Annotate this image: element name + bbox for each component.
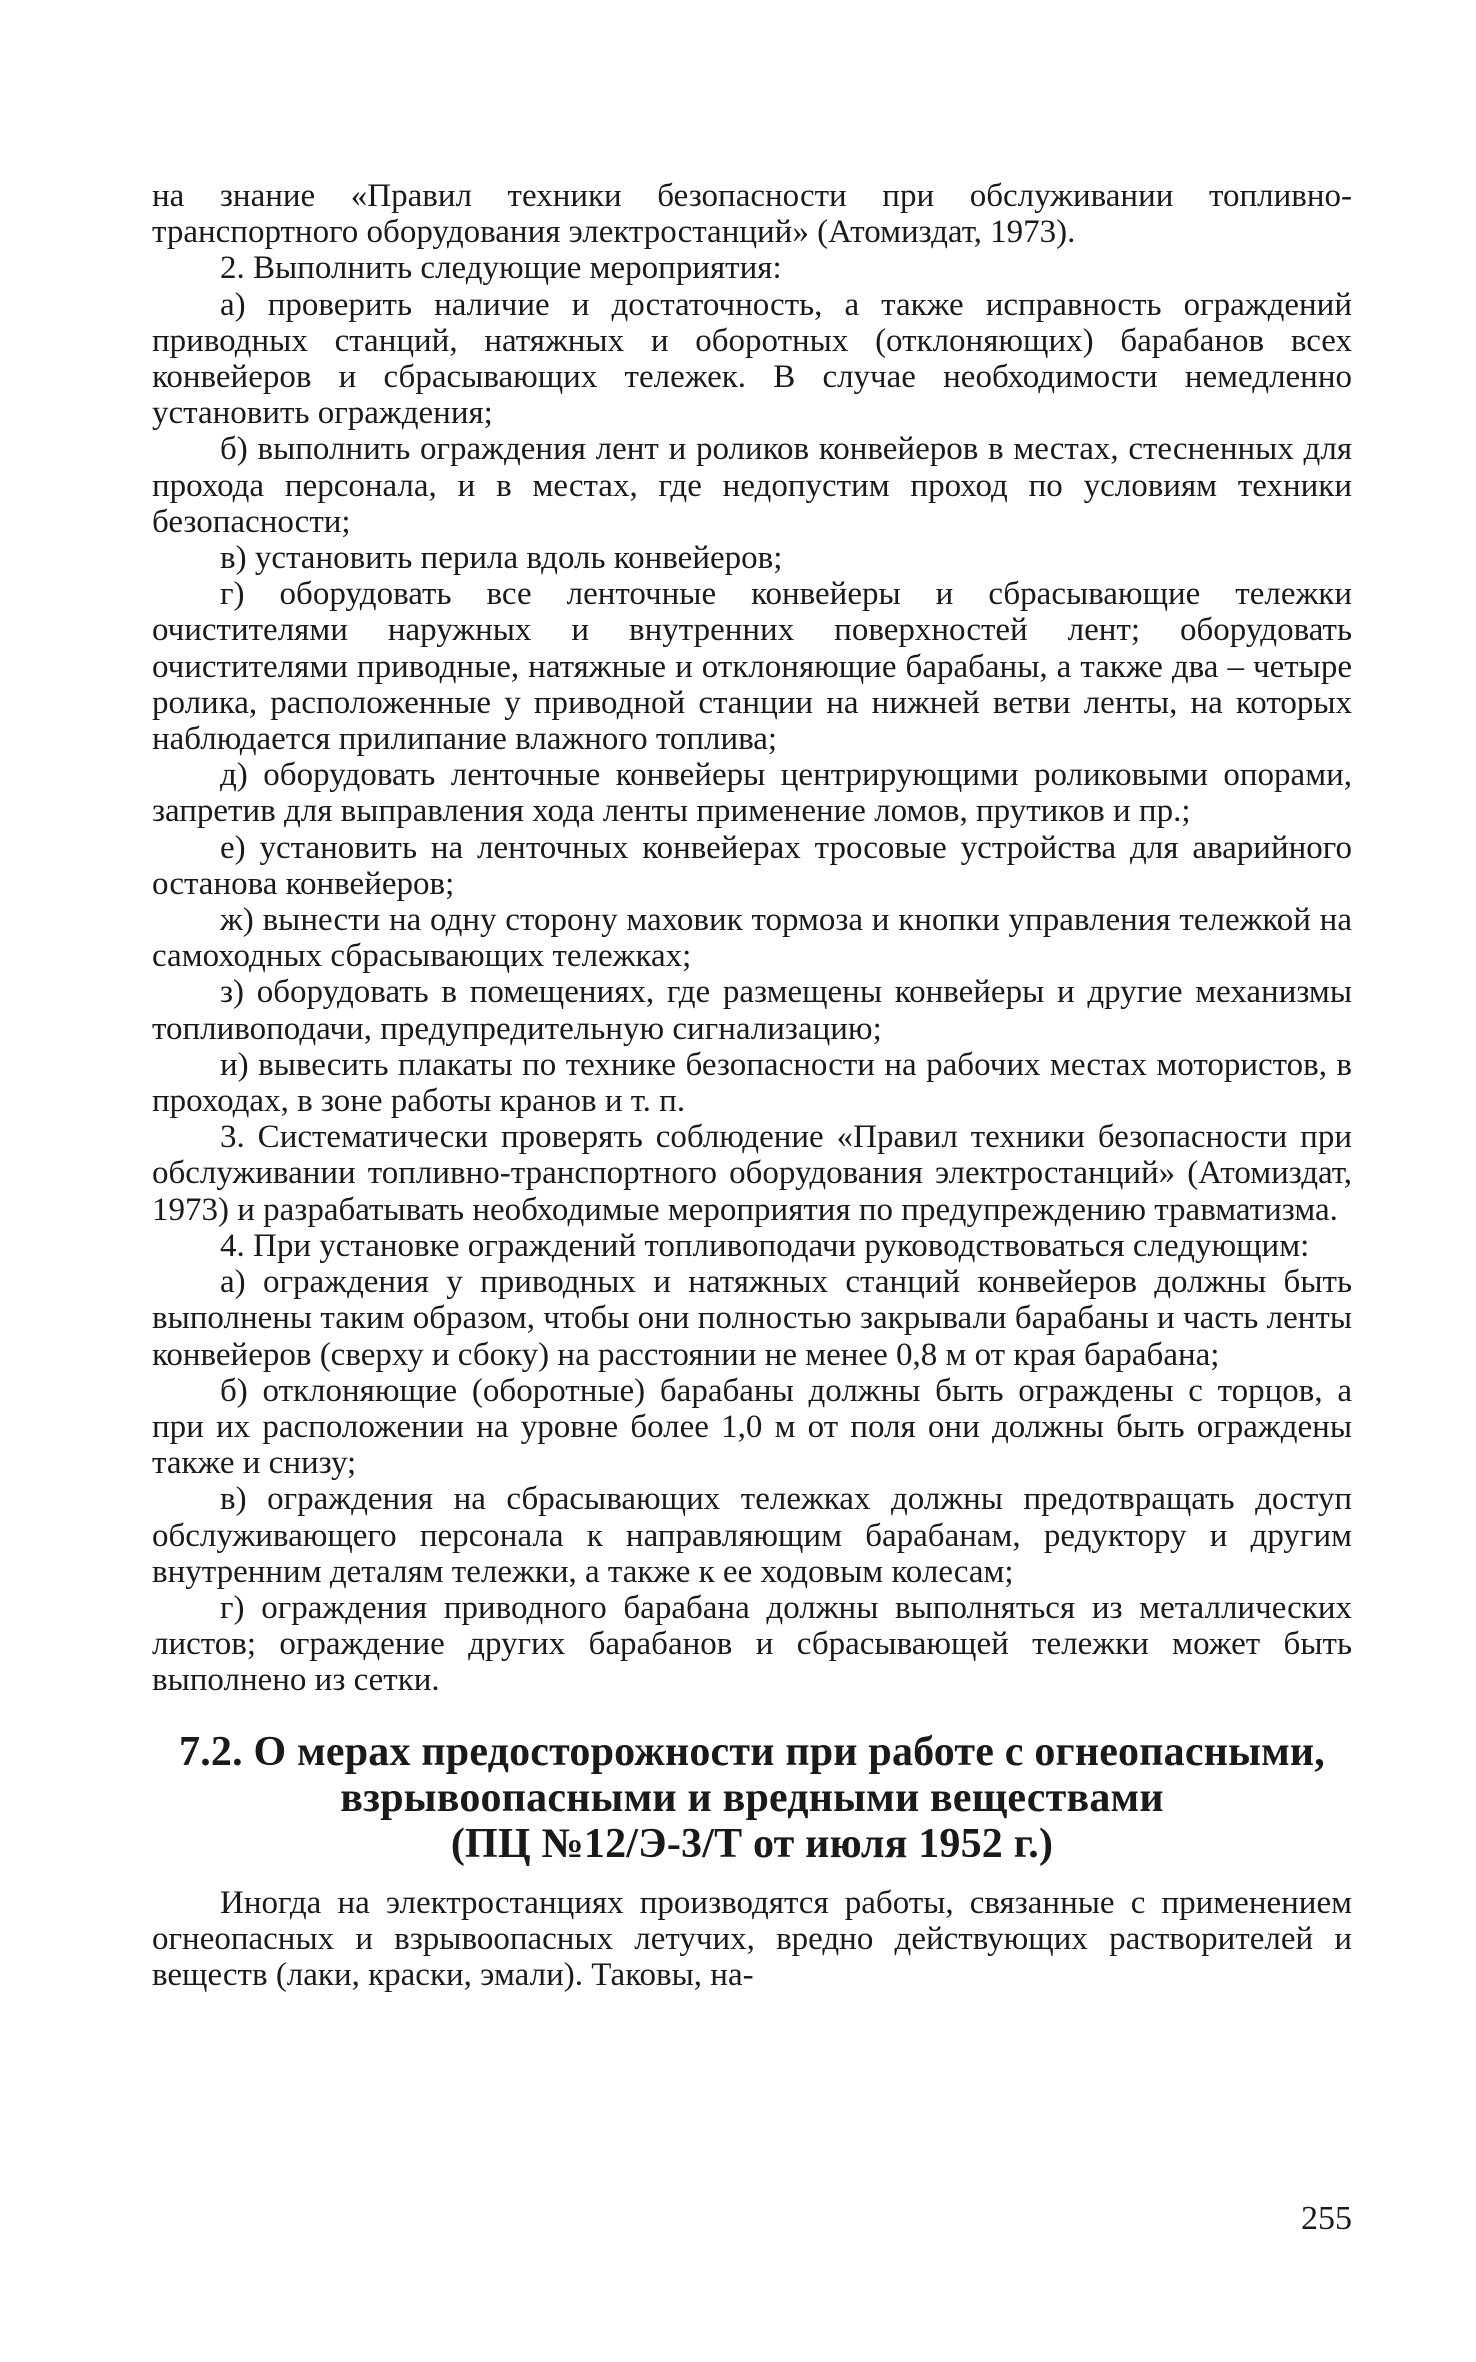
page-body [152,178,1352,1993]
paragraph-item-4: 4. При установке ограждений топливоподачи руководствоваться следующим: [220,1227,1310,1264]
paragraph-item-4a: а) ограждения у приводных и натяжных станций конвейеров должны быть выполнены таким образом, чтобы они полностью закрывали барабаны и часть ленты конвейеров (сверху и сбоку) на расстоянии не менее 0,8 м от края барабана; [152,1264,1352,1373]
paragraph-item-2z: з) оборудовать в помещениях, где размещены конвейеры и другие механизмы топливоподачи, предупредительную сигнализацию; [152,974,1352,1047]
paragraph-item-4v: в) ограждения на сбрасывающих тележках должны предотвращать доступ обслуживающего персонала к направляющим барабанам, редуктору и другим внутренним деталям тележки, а также к ее ходовым колесам; [152,1481,1352,1590]
paragraph-item-4b: б) отклоняющие (оборотные) барабаны должны быть ограждены с торцов, а при их расположении на уровне более 1,0 м от поля они должны быть ограждены также и снизу; [152,1372,1352,1482]
paragraph-item-2: 2. Выполнить следующие мероприятия: [220,250,782,287]
section-intro-paragraph: Иногда на электростанциях производятся работы, связанные с применением огнеопасных и взрывоопасных летучих, вредно действующих растворителей и веществ (лаки, краски, эмали). Таковы, на- [152,1884,1352,1993]
paragraph-item-2e: е) установить на ленточных конвейерах тросовые устройства для аварийного останова конвейеров; [152,829,1352,902]
section-heading-line-1: 7.2. О мерах предосторожности при работе с огнеопасными, [179,1728,1325,1775]
paragraph-item-2a: а) проверить наличие и достаточность, а также исправность ограждений приводных станций, натяжных и оборотных (отклоняющих) барабанов всех конвейеров и сбрасывающих тележек. В случае необходимости немедленно установить ограждения; [152,286,1352,432]
paragraph-item-2d: д) оборудовать ленточные конвейеры центрирующими роликовыми опорами, запретив для выправления хода ленты применение ломов, прутиков и пр.; [152,757,1352,830]
paragraph-item-3: 3. Систематически проверять соблюдение «Правил техники безопасности при обслуживании топливно-транспортного оборудования электростанций» (Атомиздат, 1973) и разрабатывать необходимые мероприятия по предупреждению травматизма. [152,1119,1352,1228]
page-number: 255 [1301,2200,1352,2237]
section-heading-line-3: (ПЦ №12/Э-3/Т от июля 1952 г.) [450,1820,1054,1867]
paragraph-item-2i: и) вывесить плакаты по технике безопасности на рабочих местах мотористов, в проходах, в зоне работы кранов и т. п. [152,1046,1352,1120]
paragraph-item-2g: г) оборудовать все ленточные конвейеры и сбрасывающие тележки очистителями наружных и внутренних поверхностей лент; оборудовать очистителями приводные, натяжные и отклоняющие барабаны, а также два – четыре ролика, расположенные у приводной станции на нижней ветви ленты, на которых наблюдается прилипание влажного топлива; [152,576,1352,758]
paragraph-item-2b: б) выполнить ограждения лент и роликов конвейеров в местах, стесненных для прохода персонала, и в местах, где недопустим проход по условиям техники безопасности; [152,431,1352,540]
paragraph-item-4g: г) ограждения приводного барабана должны выполняться из металлических листов; ограждение других барабанов и сбрасывающей тележки может быть выполнено из сетки. [152,1589,1352,1699]
paragraph-continuation: на знание «Правил техники безопасности при обслуживании топливно-транспортного оборудования электростанций» (Атомиздат, 1973). [152,178,1352,251]
paragraph-item-2zh: ж) вынести на одну сторону маховик тормоза и кнопки управления тележкой на самоходных сбрасывающих тележках; [152,902,1352,975]
paragraph-item-2v: в) установить перила вдоль конвейеров; [220,540,783,577]
section-heading [152,1729,1352,1867]
section-heading-line-2: взрывоопасными и вредными веществами [340,1774,1164,1821]
